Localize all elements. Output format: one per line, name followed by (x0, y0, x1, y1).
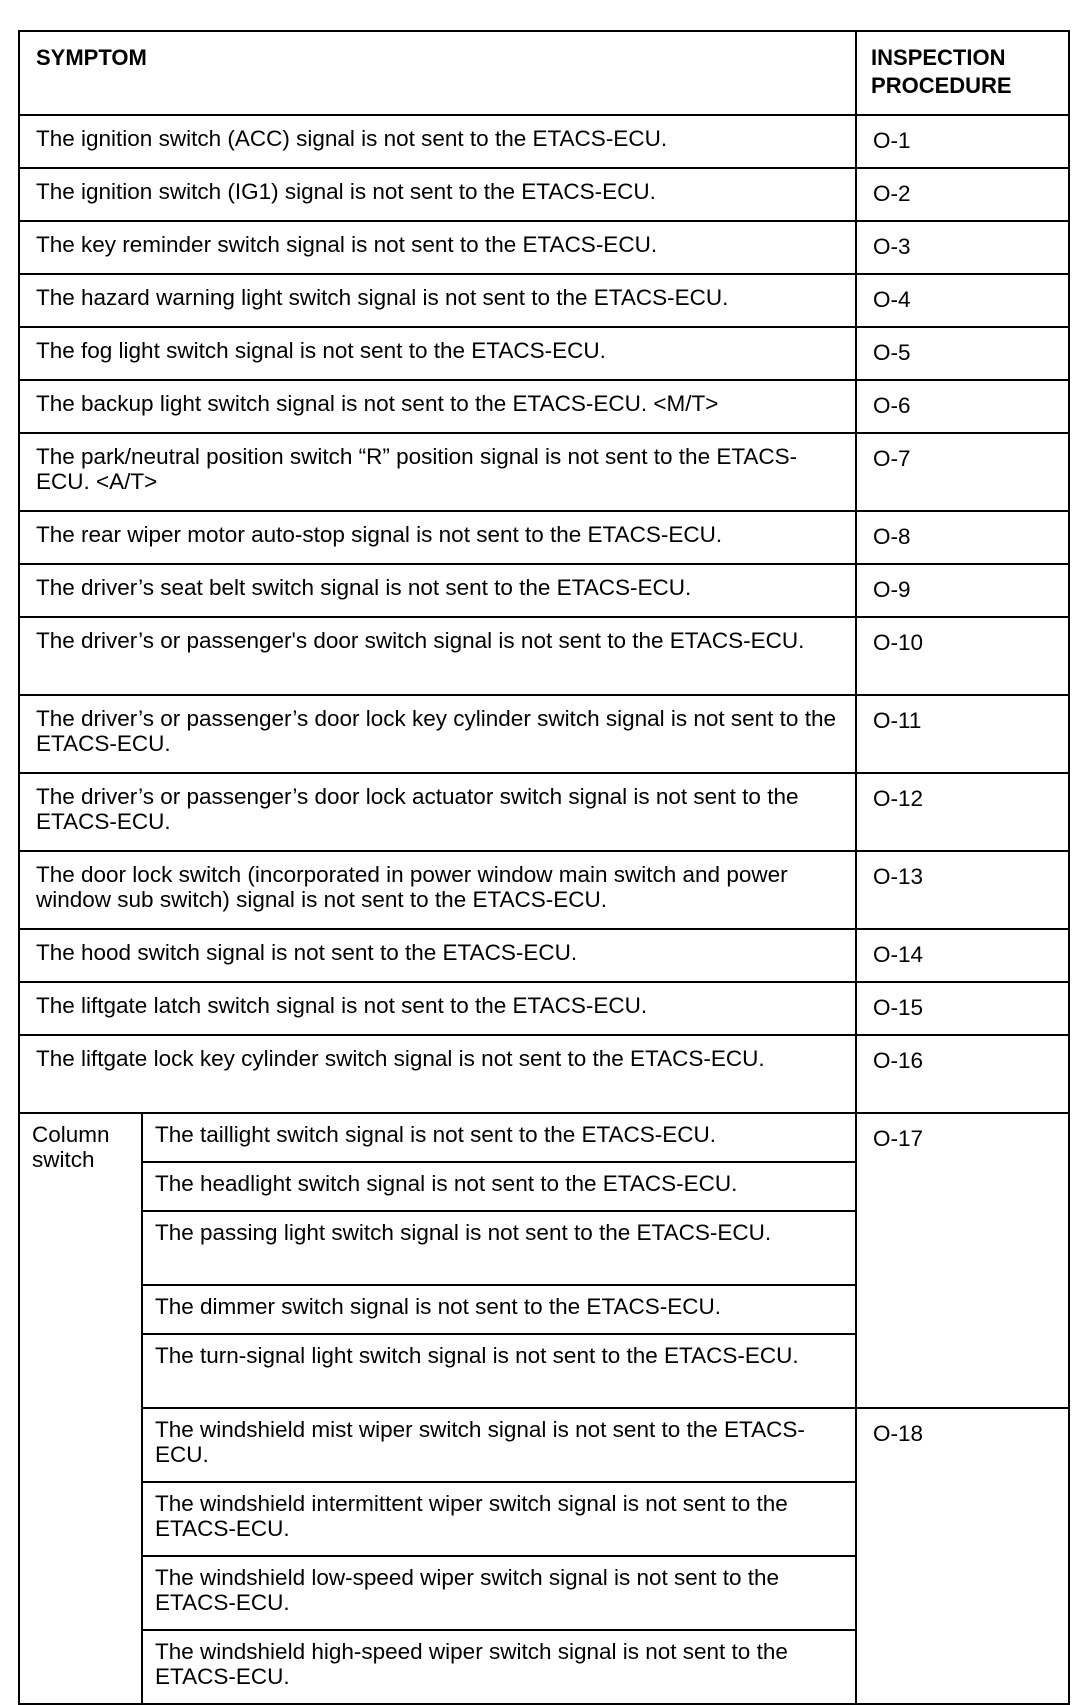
procedure-cell: O-13 (856, 851, 1069, 929)
table-row (19, 773, 1069, 851)
table-row (19, 433, 1069, 511)
table-row (19, 695, 1069, 773)
symptom-cell: The backup light switch signal is not sent to the ETACS-ECU. <M/T> (19, 380, 856, 433)
procedure-cell: O-7 (856, 433, 1069, 511)
symptom-cell: The key reminder switch signal is not sent to the ETACS-ECU. (19, 221, 856, 274)
column-switch-label: Column switch (19, 1113, 142, 1704)
table-row (19, 327, 1069, 380)
symptom-cell: The turn-signal light switch signal is not sent to the ETACS-ECU. (142, 1334, 856, 1408)
symptom-cell: The liftgate latch switch signal is not sent to the ETACS-ECU. (19, 982, 856, 1035)
procedure-cell: O-12 (856, 773, 1069, 851)
symptom-cell: The ignition switch (IG1) signal is not sent to the ETACS-ECU. (19, 168, 856, 221)
table-row (19, 617, 1069, 695)
symptom-cell: The rear wiper motor auto-stop signal is not sent to the ETACS-ECU. (19, 511, 856, 564)
symptom-cell: The hood switch signal is not sent to the ETACS-ECU. (19, 929, 856, 982)
table-row (19, 929, 1069, 982)
symptom-cell: The liftgate lock key cylinder switch signal is not sent to the ETACS-ECU. (19, 1035, 856, 1113)
procedure-cell: O-3 (856, 221, 1069, 274)
procedure-cell: O-2 (856, 168, 1069, 221)
table-row (19, 274, 1069, 327)
symptom-cell: The driver’s or passenger’s door lock actuator switch signal is not sent to the ETACS-ECU. (19, 773, 856, 851)
procedure-cell: O-1 (856, 115, 1069, 168)
procedure-cell: O-10 (856, 617, 1069, 695)
symptom-cell: The fog light switch signal is not sent to the ETACS-ECU. (19, 327, 856, 380)
symptom-cell: The windshield mist wiper switch signal is not sent to the ETACS-ECU. (142, 1408, 856, 1482)
symptom-cell: The park/neutral position switch “R” position signal is not sent to the ETACS-ECU. <A/T> (19, 433, 856, 511)
table-row (19, 221, 1069, 274)
table-row (19, 380, 1069, 433)
symptom-cell: The hazard warning light switch signal is not sent to the ETACS-ECU. (19, 274, 856, 327)
symptom-header: SYMPTOM (19, 31, 856, 115)
procedure-header: INSPECTION PROCEDURE (856, 31, 1069, 115)
procedure-cell: O-8 (856, 511, 1069, 564)
table-row (19, 115, 1069, 168)
table-row (19, 982, 1069, 1035)
symptom-cell: The windshield high-speed wiper switch signal is not sent to the ETACS-ECU. (142, 1630, 856, 1704)
procedure-cell: O-15 (856, 982, 1069, 1035)
table-row (19, 1113, 1069, 1162)
symptom-table (18, 30, 1070, 1705)
symptom-cell: The door lock switch (incorporated in power window main switch and power window sub switch) signal is not sent to the ETACS-ECU. (19, 851, 856, 929)
table-row (19, 564, 1069, 617)
procedure-cell: O-16 (856, 1035, 1069, 1113)
table-header-row (19, 31, 1069, 115)
table-row (19, 1408, 1069, 1482)
table-row (19, 1035, 1069, 1113)
procedure-cell: O-6 (856, 380, 1069, 433)
procedure-cell: O-17 (856, 1113, 1069, 1408)
symptom-cell: The driver’s seat belt switch signal is not sent to the ETACS-ECU. (19, 564, 856, 617)
symptom-cell: The windshield intermittent wiper switch signal is not sent to the ETACS-ECU. (142, 1482, 856, 1556)
procedure-cell: O-11 (856, 695, 1069, 773)
symptom-cell: The windshield low-speed wiper switch signal is not sent to the ETACS-ECU. (142, 1556, 856, 1630)
table-row (19, 511, 1069, 564)
procedure-cell: O-14 (856, 929, 1069, 982)
table-row (19, 851, 1069, 929)
symptom-cell: The driver’s or passenger's door switch signal is not sent to the ETACS-ECU. (19, 617, 856, 695)
symptom-cell: The passing light switch signal is not sent to the ETACS-ECU. (142, 1211, 856, 1285)
procedure-cell: O-9 (856, 564, 1069, 617)
symptom-cell: The dimmer switch signal is not sent to the ETACS-ECU. (142, 1285, 856, 1334)
table-row (19, 168, 1069, 221)
procedure-cell: O-18 (856, 1408, 1069, 1704)
symptom-cell: The driver’s or passenger’s door lock key cylinder switch signal is not sent to the ETACS-ECU. (19, 695, 856, 773)
symptom-cell: The taillight switch signal is not sent to the ETACS-ECU. (142, 1113, 856, 1162)
symptom-cell: The ignition switch (ACC) signal is not sent to the ETACS-ECU. (19, 115, 856, 168)
procedure-cell: O-5 (856, 327, 1069, 380)
symptom-cell: The headlight switch signal is not sent to the ETACS-ECU. (142, 1162, 856, 1211)
procedure-cell: O-4 (856, 274, 1069, 327)
